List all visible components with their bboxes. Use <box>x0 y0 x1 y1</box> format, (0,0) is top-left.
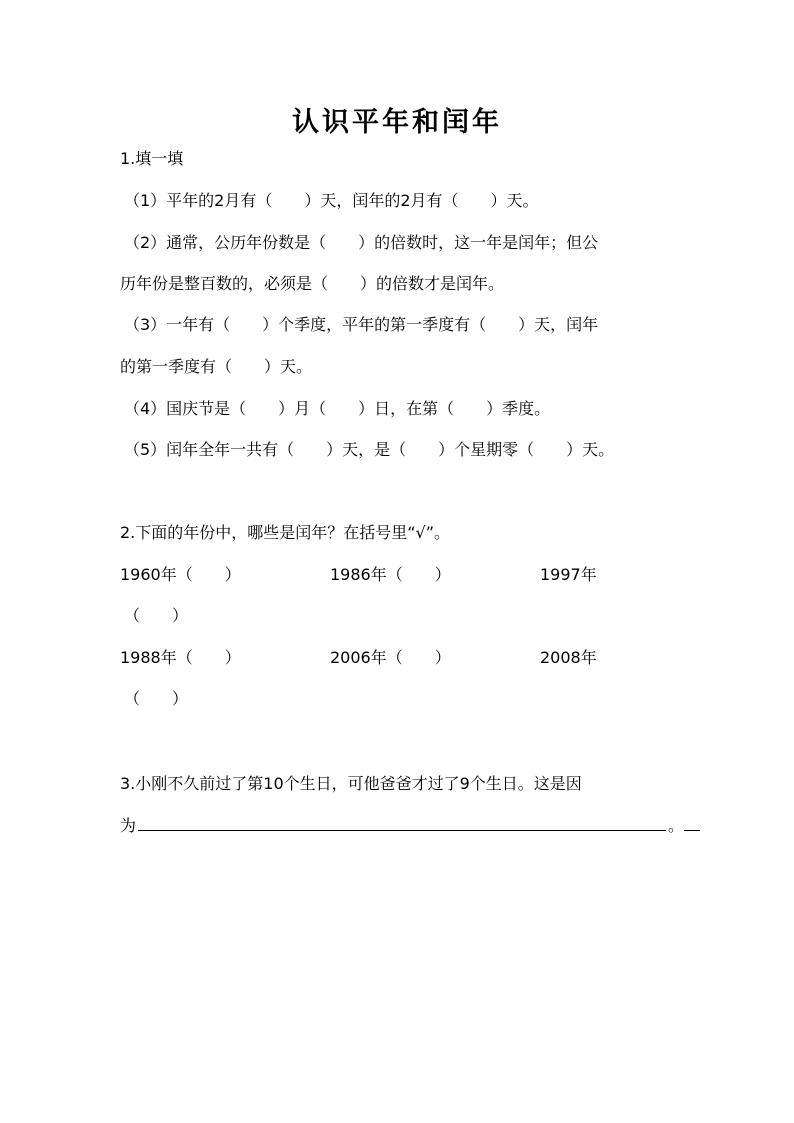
year-1997-answer: （ ） <box>124 606 189 625</box>
section2-heading: 2.下面的年份中，哪些是闰年？在括号里“√”。 <box>120 523 451 542</box>
year-1986: 1986年（ ） <box>330 565 451 584</box>
answer-blank-line[interactable] <box>138 814 666 831</box>
question-1-2-line1: （2）通常，公历年份数是（ ）的倍数时，这一年是闰年；但公 <box>124 233 599 252</box>
question-3-line2 <box>120 814 700 837</box>
year-1960: 1960年（ ） <box>120 565 241 584</box>
question-1-4: （4）国庆节是（ ）月（ ）日，在第（ ）季度。 <box>124 399 551 418</box>
answer-blank-tail <box>684 814 700 831</box>
question-1-5: （5）闰年全年一共有（ ）天，是（ ）个星期零（ ）天。 <box>124 440 615 459</box>
question-1-1: （1）平年的2月有（ ）天，闰年的2月有（ ）天。 <box>124 191 539 210</box>
question-3-prefix: 为 <box>120 816 137 835</box>
question-3-line1: 3.小刚不久前过了第10个生日，可他爸爸才过了9个生日。这是因 <box>120 774 582 793</box>
question-1-2-line2: 历年份是整百数的，必须是（ ）的倍数才是闰年。 <box>120 274 505 293</box>
page-title: 认识平年和闰年 <box>292 107 502 138</box>
year-2008: 2008年 <box>540 648 597 667</box>
year-1997: 1997年 <box>540 565 597 584</box>
section1-heading: 1.填一填 <box>120 149 184 168</box>
question-1-3-line1: （3）一年有（ ）个季度，平年的第一季度有（ ）天，闰年 <box>124 315 599 334</box>
question-1-3-line2: 的第一季度有（ ）天。 <box>120 357 313 376</box>
year-2008-answer: （ ） <box>124 689 189 708</box>
question-3-period: 。 <box>668 816 685 835</box>
year-1988: 1988年（ ） <box>120 648 241 667</box>
year-2006: 2006年（ ） <box>330 648 451 667</box>
